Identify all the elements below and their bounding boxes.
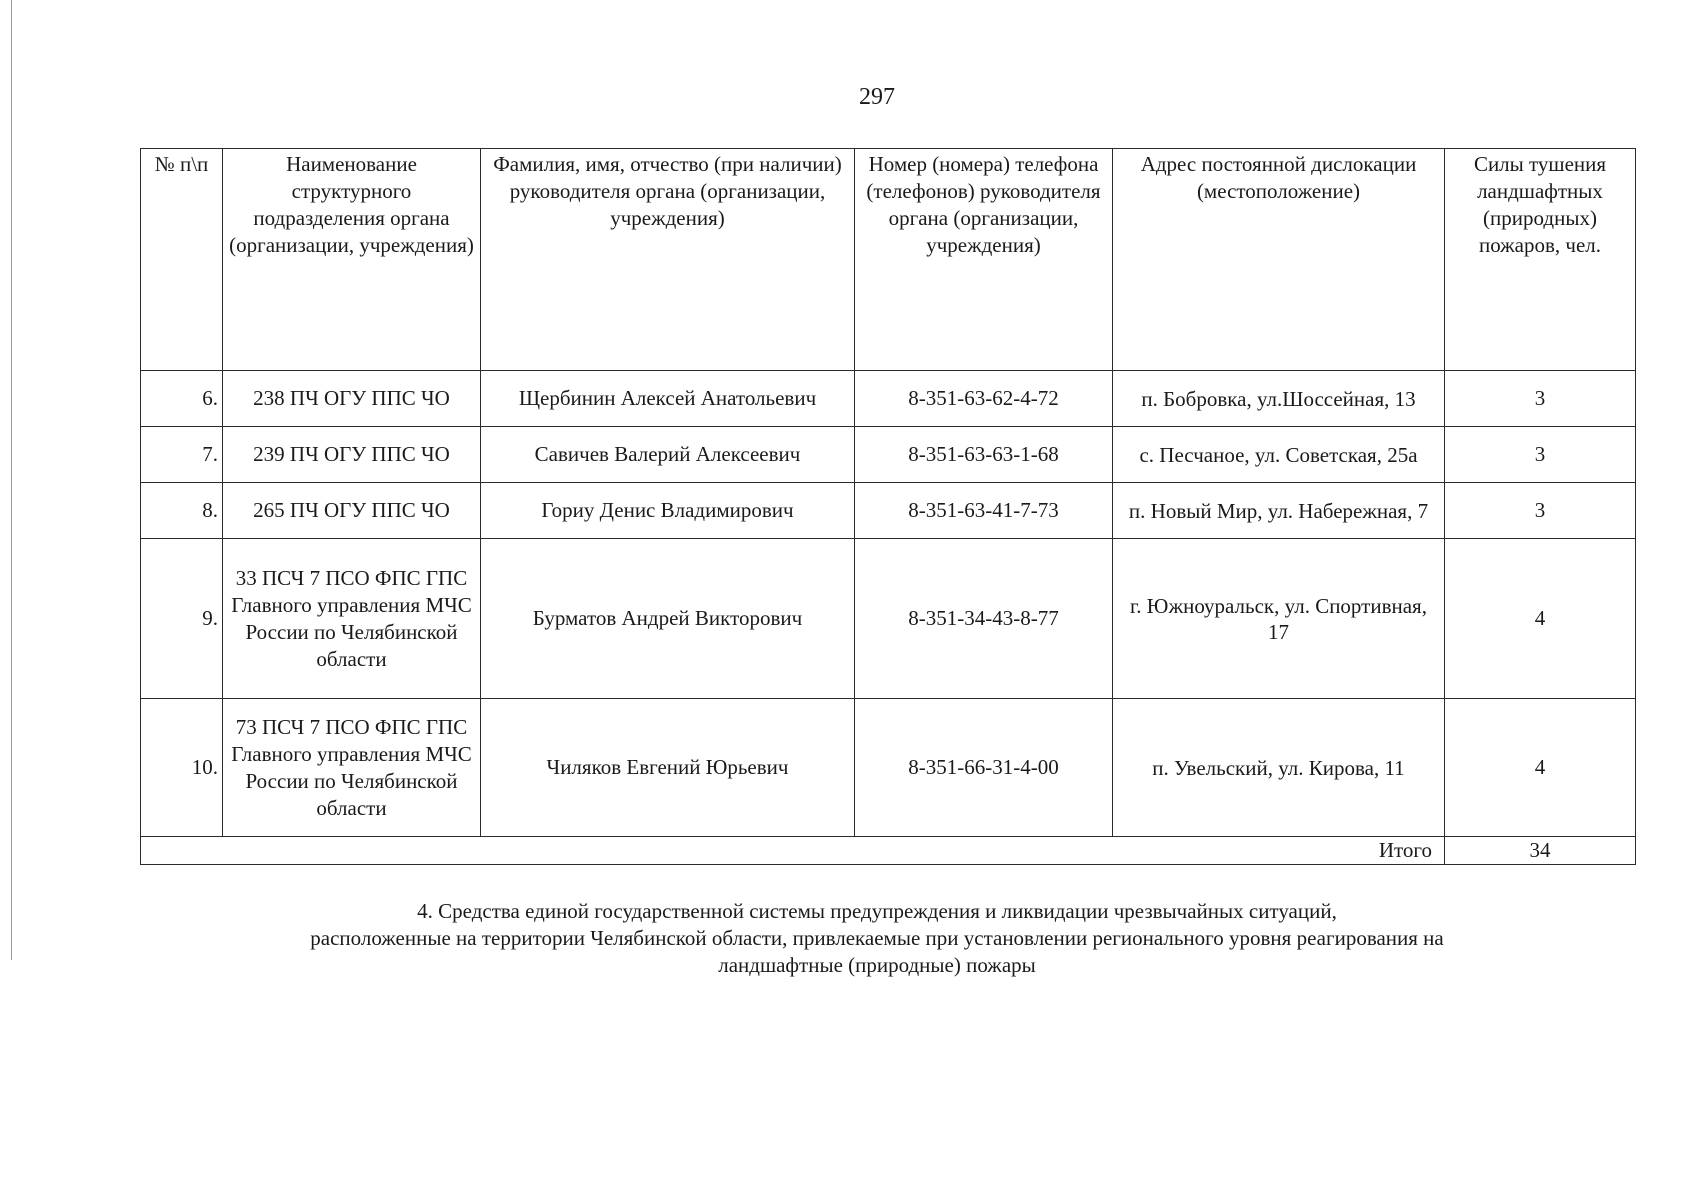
scan-margin-line — [11, 0, 12, 960]
table-header-row — [141, 149, 1636, 371]
cell-forces: 3 — [1445, 483, 1636, 539]
cell-forces: 3 — [1445, 371, 1636, 427]
section-caption — [0, 898, 1698, 979]
cell-forces: 4 — [1445, 699, 1636, 837]
cell-head: Гориу Денис Владимирович — [481, 483, 855, 539]
cell-unit: 33 ПСЧ 7 ПСО ФПС ГПС Главного управления МЧС России по Челябинской области — [223, 539, 481, 699]
table-row — [141, 483, 1636, 539]
total-label: Итого — [141, 837, 1445, 865]
section-caption-line: 4. Средства единой государственной системы предупреждения и ликвидации чрезвычайных ситуаций, — [417, 899, 1337, 923]
cell-phone: 8-351-63-63-1-68 — [855, 427, 1113, 483]
cell-number: 8. — [141, 483, 223, 539]
cell-unit: 239 ПЧ ОГУ ППС ЧО — [223, 427, 481, 483]
cell-phone: 8-351-63-62-4-72 — [855, 371, 1113, 427]
cell-unit: 265 ПЧ ОГУ ППС ЧО — [223, 483, 481, 539]
cell-phone: 8-351-66-31-4-00 — [855, 699, 1113, 837]
cell-head: Чиляков Евгений Юрьевич — [481, 699, 855, 837]
table-total-row — [141, 837, 1636, 865]
cell-unit: 73 ПСЧ 7 ПСО ФПС ГПС Главного управления МЧС России по Челябинской области — [223, 699, 481, 837]
cell-number: 6. — [141, 371, 223, 427]
table-row — [141, 371, 1636, 427]
cell-head: Савичев Валерий Алексеевич — [481, 427, 855, 483]
header-address: Адрес постоянной дислокации (местоположение) — [1113, 149, 1445, 371]
cell-forces: 3 — [1445, 427, 1636, 483]
header-forces: Силы тушения ландшафтных (природных) пожаров, чел. — [1445, 149, 1636, 371]
cell-forces: 4 — [1445, 539, 1636, 699]
table-row — [141, 539, 1636, 699]
cell-address: с. Песчаное, ул. Советская, 25а — [1113, 427, 1445, 483]
header-head: Фамилия, имя, отчество (при наличии) руководителя органа (организации, учреждения) — [481, 149, 855, 371]
header-number: № п\п — [141, 149, 223, 371]
units-table — [140, 148, 1636, 865]
cell-number: 7. — [141, 427, 223, 483]
section-caption-line: расположенные на территории Челябинской области, привлекаемые при установлении регионального уровня реагирования на — [310, 926, 1444, 950]
cell-number: 9. — [141, 539, 223, 699]
header-phone: Номер (номера) телефона (телефонов) руководителя органа (организации, учреждения) — [855, 149, 1113, 371]
cell-phone: 8-351-63-41-7-73 — [855, 483, 1113, 539]
page-number: 297 — [859, 84, 895, 110]
header-unit: Наименование структурного подразделения органа (организации, учреждения) — [223, 149, 481, 371]
cell-unit: 238 ПЧ ОГУ ППС ЧО — [223, 371, 481, 427]
cell-address: п. Новый Мир, ул. Набережная, 7 — [1113, 483, 1445, 539]
table-row — [141, 427, 1636, 483]
cell-address: п. Увельский, ул. Кирова, 11 — [1113, 699, 1445, 837]
section-caption-line: ландшафтные (природные) пожары — [718, 953, 1036, 977]
cell-phone: 8-351-34-43-8-77 — [855, 539, 1113, 699]
cell-address: г. Южноуральск, ул. Спортивная, 17 — [1113, 539, 1445, 699]
cell-address: п. Бобровка, ул.Шоссейная, 13 — [1113, 371, 1445, 427]
cell-number: 10. — [141, 699, 223, 837]
cell-head: Щербинин Алексей Анатольевич — [481, 371, 855, 427]
cell-head: Бурматов Андрей Викторович — [481, 539, 855, 699]
total-value: 34 — [1445, 837, 1636, 865]
table-row — [141, 699, 1636, 837]
